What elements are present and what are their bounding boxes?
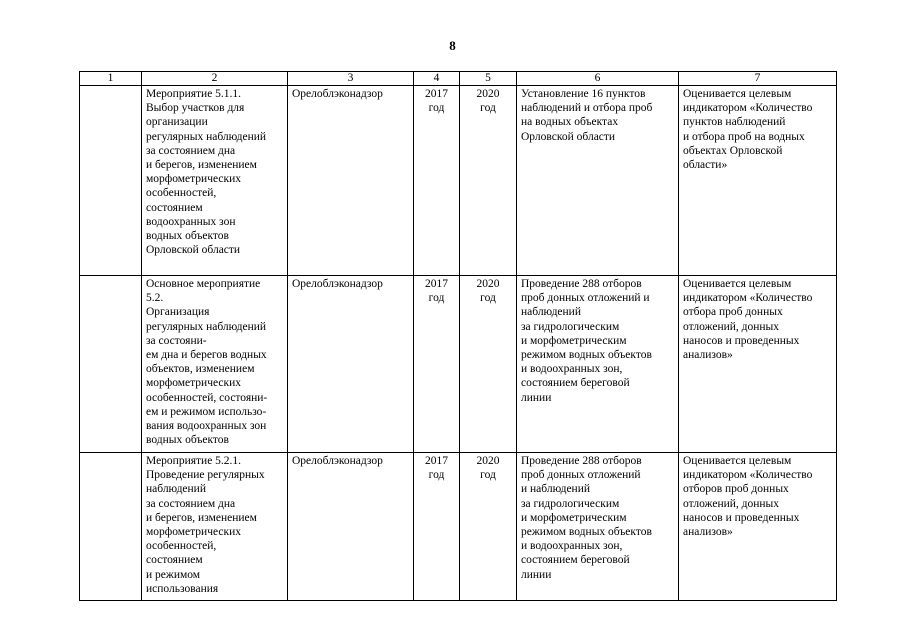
end-year-cell: 2020 год [460, 276, 517, 453]
column-header-3: 3 [288, 72, 414, 86]
end-year-cell: 2020 год [460, 453, 517, 601]
row-number-cell [80, 86, 142, 276]
indicator-cell: Оценивается целевым индикатором «Количество пунктов наблюдений и отбора проб на водных объектах Орловской области» [679, 86, 837, 276]
end-year-cell: 2020 год [460, 86, 517, 276]
table-row [80, 86, 837, 276]
measure-name-cell: Мероприятие 5.2.1. Проведение регулярных наблюдений за состоянием дна и берегов, изменением морфометрических особенностей, состоянием и режимом использования [142, 453, 288, 601]
executor-cell: Орелоблэконадзор [288, 453, 414, 601]
indicator-cell: Оценивается целевым индикатором «Количество отборов проб донных отложений, донных наносов и проведенных анализов» [679, 453, 837, 601]
page-number: 8 [449, 38, 456, 53]
measure-name-cell: Основное мероприятие 5.2. Организация регулярных наблюдений за состояни- ем дна и берегов водных объектов, изменением морфометрических особенностей, состояни- ем и режимом использо- вания водоохранных зон водных объектов [142, 276, 288, 453]
executor-cell: Орелоблэконадзор [288, 276, 414, 453]
table-row [80, 453, 837, 601]
start-year-cell: 2017 год [414, 276, 460, 453]
executor-cell: Орелоблэконадзор [288, 86, 414, 276]
measures-table [79, 71, 837, 601]
column-header-7: 7 [679, 72, 837, 86]
measure-name-cell: Мероприятие 5.1.1. Выбор участков для организации регулярных наблюдений за состоянием дна и берегов, изменением морфометрических особенностей, состоянием водоохранных зон водных объектов Орловской области [142, 86, 288, 276]
column-header-1: 1 [80, 72, 142, 86]
indicator-cell: Оценивается целевым индикатором «Количество отбора проб донных отложений, донных наносов и проведенных анализов» [679, 276, 837, 453]
expected-result-cell: Установление 16 пунктов наблюдений и отбора проб на водных объектах Орловской области [517, 86, 679, 276]
table-row [80, 276, 837, 453]
expected-result-cell: Проведение 288 отборов проб донных отложений и наблюдений за гидрологическим и морфометрическим режимом водных объектов и водоохранных зон, состоянием береговой линии [517, 276, 679, 453]
row-number-cell [80, 453, 142, 601]
column-header-6: 6 [517, 72, 679, 86]
column-header-5: 5 [460, 72, 517, 86]
column-header-4: 4 [414, 72, 460, 86]
start-year-cell: 2017 год [414, 86, 460, 276]
table-header-row [80, 72, 837, 86]
column-header-2: 2 [142, 72, 288, 86]
start-year-cell: 2017 год [414, 453, 460, 601]
row-number-cell [80, 276, 142, 453]
expected-result-cell: Проведение 288 отборов проб донных отложений и наблюдений за гидрологическим и морфометрическим режимом водных объектов и водоохранных зон, состоянием береговой линии [517, 453, 679, 601]
